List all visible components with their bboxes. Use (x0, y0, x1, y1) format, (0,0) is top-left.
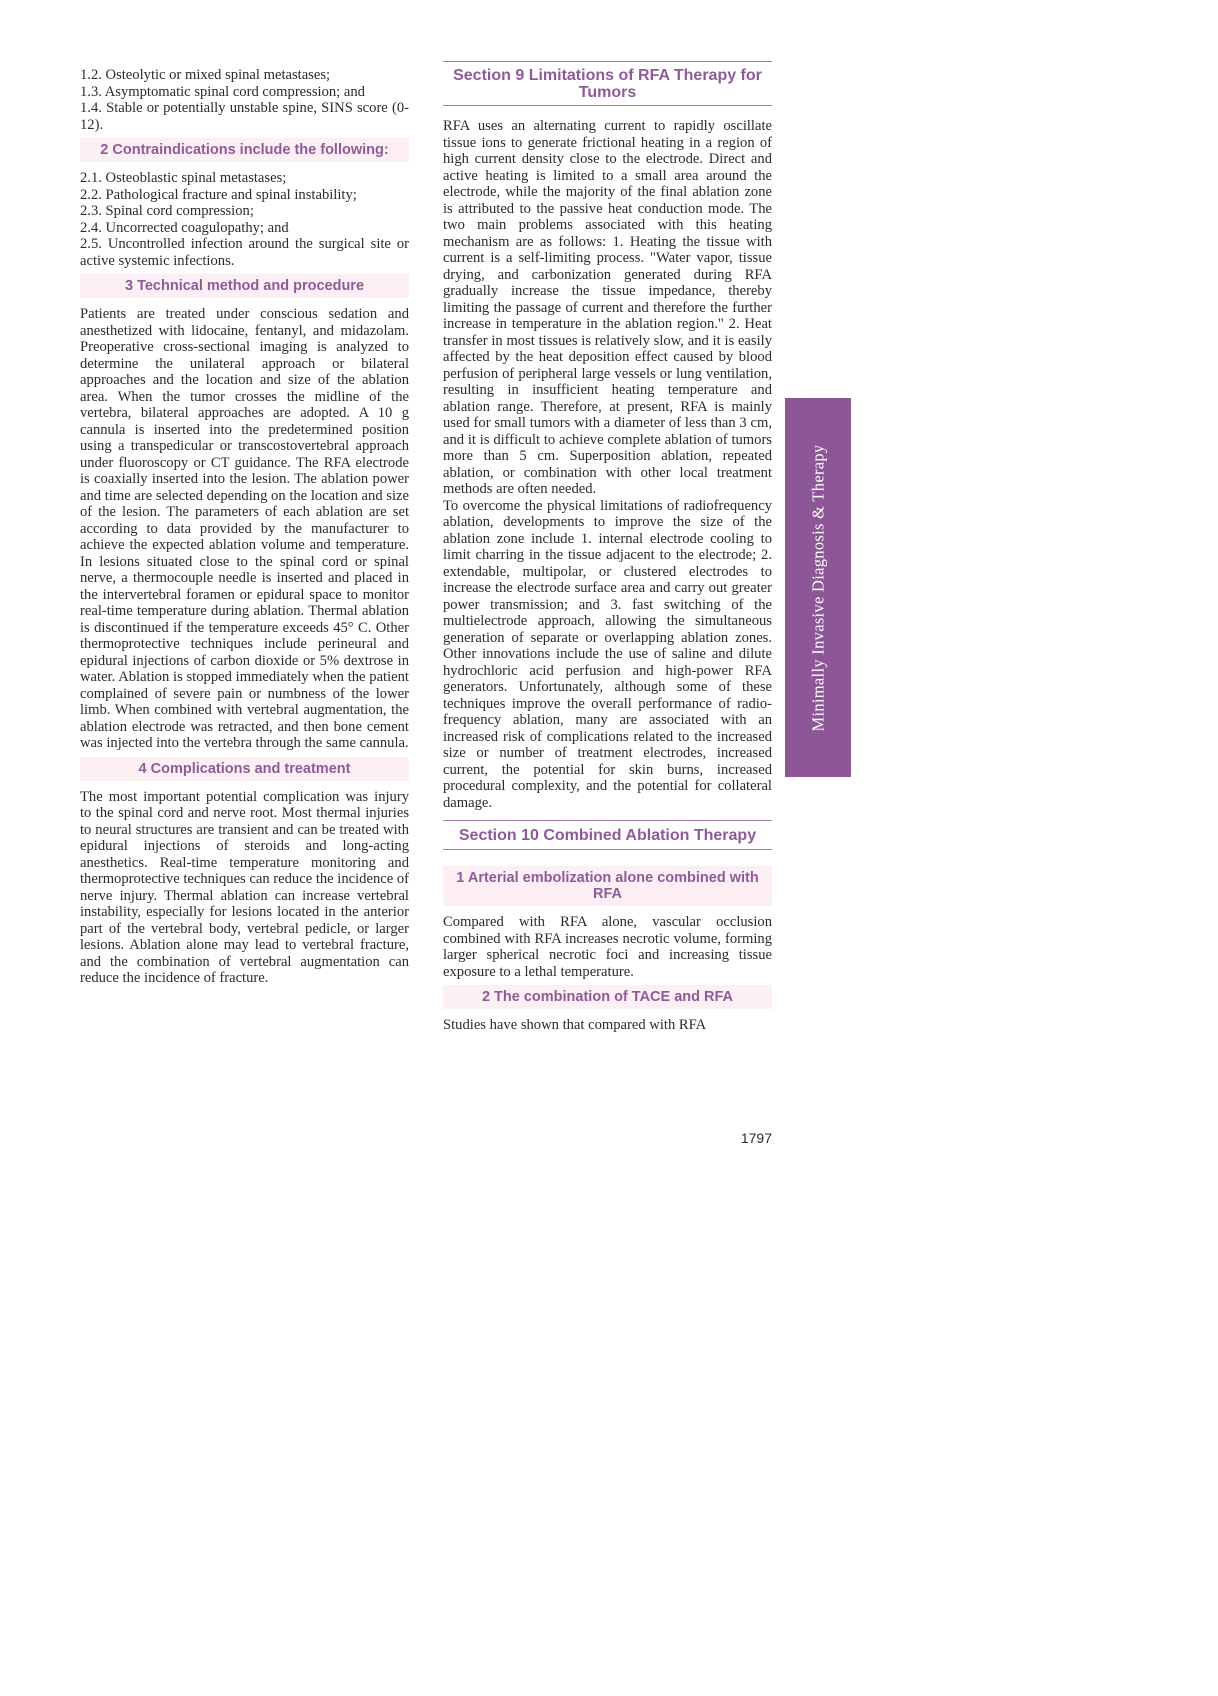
page-number: 1797 (740, 1130, 772, 1146)
journal-side-tab (785, 398, 851, 777)
heading-arterial-embolization: 1 Arterial embolization alone combined with RFA (443, 866, 772, 906)
journal-side-tab-label: Minimally Invasive Diagnosis & Therapy (808, 444, 828, 731)
heading-tace-rfa: 2 The combination of TACE and RFA (443, 985, 772, 1009)
paragraph-tace-rfa: Studies have shown that compared with RFA (443, 1017, 707, 1033)
left-column (80, 67, 409, 987)
heading-contraindications: 2 Contraindications include the following: (80, 138, 409, 162)
paragraph-section-9-2: To overcome the physical limitations of radiofrequency ablation, developments to improve the size of the ablation zone include 1. internal electrode cooling to limit charring in the tissue adjacent to the electrode; 2. extendable, multipolar, or clustered electrodes to increase the electrode surface area and carry out greater power transmission; and 3. fast switching of the multielectrode approach, allowing the simultaneous generation of separate or overlapping ablation zones. Other innovations include the use of saline and dilute hydrochloric acid perfusion and high-power RFA generators. Unfortunately, although some of these techniques improve the overall performance of radio-frequency ablation, many are associated with an increased risk of complications related to the increased size or number of treatment electrodes, increased current, the potential for skin burns, increased procedural complexity, and the potential for collateral damage. (443, 497, 772, 811)
list-item: 2.4. Uncorrected coagulopathy; and (80, 219, 289, 236)
paragraph-technical-method: Patients are treated under conscious sedation and anesthetized with lidocaine, fentanyl, and midazolam. Preoperative cross-sectional imaging is analyzed to determine the unilateral approach or bilateral approaches and the location and size of the ablation area. When the tumor crosses the midline of the vertebra, bilateral approaches are adopted. A 10 g cannula is inserted into the predetermined position using a transpedicular or transcostovertebral approach under fluoroscopy or CT guidance. The RFA electrode is coaxially inserted into the lesion. The ablation power and time are selected depending on the location and size of the lesion. The parameters of each ablation are set according to data provided by the manufacturer to achieve the expected ablation volume and temperature. In lesions situated close to the spinal cord or spinal nerve, a thermocouple needle is inserted and placed in the intervertebral foramen or epidural space to monitor real-time temperature during ablation. Thermal ablation is discontinued if the temperature exceeds 45° C. Other thermoprotective techniques include perineural and epidural injections of carbon dioxide or 5% dextrose in water. Ablation is stopped immediately when the patient complained of severe pain or numbness of the lower limb. When combined with vertebral augmentation, the ablation electrode was retracted, and then bone cement was injected into the vertebra through the same cannula. (80, 306, 409, 751)
heading-technical-method: 3 Technical method and procedure (80, 274, 409, 298)
paragraph-complications: The most important potential complication was injury to the spinal cord and nerve root. Most thermal injuries to neural structures are transient and can be treated with epidural injections of steroids and long-acting anesthetics. Real-time temperature monitoring and thermoprotective techniques can reduce the incidence of nerve injury. Thermal ablation can increase vertebral instability, especially for lesions located in the anterior part of the vertebral body, vertebral pedicle, or larger lesions. Ablation alone may lead to vertebral fracture, and the combination of vertebral augmentation can reduce the incidence of fracture. (80, 788, 410, 986)
list-item: 1.2. Osteolytic or mixed spinal metastases; (80, 67, 331, 83)
list-item: 2.1. Osteoblastic spinal metastases; (80, 170, 287, 186)
list-item: 1.3. Asymptomatic spinal cord compression; and (80, 83, 365, 100)
section-9-title: Section 9 Limitations of RFA Therapy for Tumors (443, 61, 772, 106)
paragraph-section-9-1: RFA uses an alternating current to rapidly oscillate tissue ions to generate frictional heating in a region of high current density close to the electrode. Direct and active heating is limited to a small area around the electrode, while the majority of the final ablation zone is attributed to the passive heat conduction mode. The two main problems associated with this heating mechanism are as follows: 1. Heating the tissue with current is a self-limiting process. "Water vapor, tissue drying, and carbonization generated during RFA gradually increase the tissue impedance, thereby limiting the passage of current and therefore the further increase in temperature in the ablation region." 2. Heat transfer in most tissues is relatively slow, and it is easily affected by the heat deposition effect caused by blood perfusion of peripheral large vessels or lung ventilation, resulting in insufficient heating temperature and ablation range. Therefore, at present, RFA is mainly used for small tumors with a diameter of less than 3 cm, and it is difficult to achieve complete ablation of tumors more than 5 cm. Superposition ablation, repeated ablation, or combination with other local treatment methods are often needed. (443, 118, 772, 497)
list-item: 2.3. Spinal cord compression; (80, 203, 254, 219)
list-item: 2.5. Uncontrolled infection around the surgical site or active systemic infections. (80, 236, 409, 269)
right-column (443, 61, 772, 1034)
heading-complications: 4 Complications and treatment (80, 757, 409, 781)
list-item: 1.4. Stable or potentially unstable spine, SINS score (0-12). (80, 100, 409, 133)
section-10-title: Section 10 Combined Ablation Therapy (443, 820, 772, 850)
list-item: 2.2. Pathological fracture and spinal instability; (80, 186, 357, 203)
paragraph-arterial-embolization: Compared with RFA alone, vascular occlusion combined with RFA increases necrotic volume, forming larger spherical necrotic foci and increasing tissue exposure to a lethal temperature. (443, 914, 772, 980)
